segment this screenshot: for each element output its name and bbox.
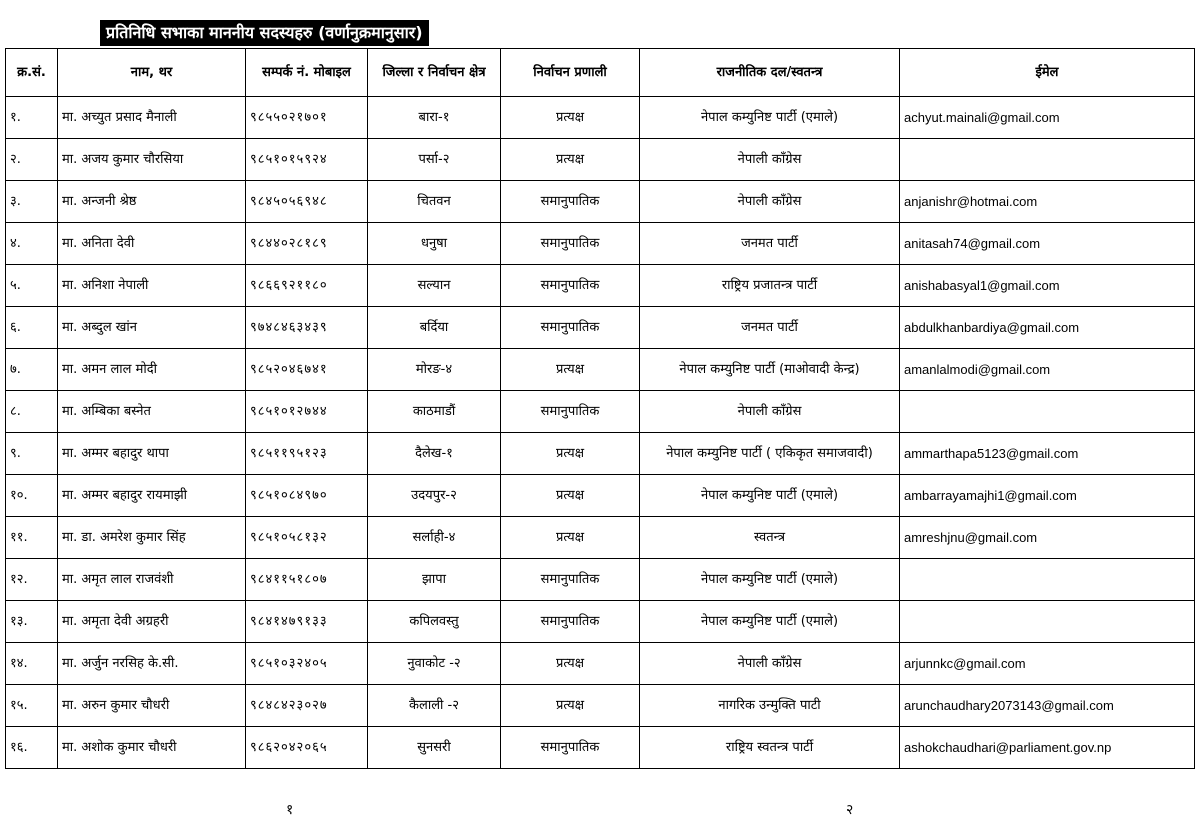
serial-number-cell: ४.	[6, 223, 58, 265]
member-name-cell: मा. अन्जनी श्रेष्ठ	[58, 181, 246, 223]
election-system-cell: समानुपातिक	[501, 265, 640, 307]
email-cell: ashokchaudhari@parliament.gov.np	[900, 727, 1195, 769]
party-cell: नेपाल कम्युनिष्ट पार्टी (एमाले)	[640, 97, 900, 139]
party-cell: नागरिक उन्मुक्ति पाटी	[640, 685, 900, 727]
party-cell: स्वतन्त्र	[640, 517, 900, 559]
member-name-cell: मा. अच्युत प्रसाद मैनाली	[58, 97, 246, 139]
table-row	[6, 685, 1195, 727]
election-system-cell: समानुपातिक	[501, 559, 640, 601]
election-system-cell: प्रत्यक्ष	[501, 517, 640, 559]
election-system-cell: समानुपातिक	[501, 307, 640, 349]
serial-number-cell: १.	[6, 97, 58, 139]
table-row	[6, 265, 1195, 307]
table-row	[6, 139, 1195, 181]
email-cell: anjanishr@hotmai.com	[900, 181, 1195, 223]
party-cell: राष्ट्रिय स्वतन्त्र पार्टी	[640, 727, 900, 769]
constituency-cell: नुवाकोट -२	[368, 643, 501, 685]
phone-cell: ९८६६९२११८०	[246, 265, 368, 307]
party-cell: नेपाली काँग्रेस	[640, 139, 900, 181]
member-name-cell: मा. अम्मर बहादुर रायमाझी	[58, 475, 246, 517]
member-name-cell: मा. अब्दुल खांन	[58, 307, 246, 349]
election-system-cell: प्रत्यक्ष	[501, 97, 640, 139]
email-cell	[900, 391, 1195, 433]
member-name-cell: मा. अम्बिका बस्नेत	[58, 391, 246, 433]
serial-number-cell: १५.	[6, 685, 58, 727]
party-cell: नेपाल कम्युनिष्ट पार्टी (एमाले)	[640, 475, 900, 517]
serial-number-cell: ८.	[6, 391, 58, 433]
phone-cell: ९८५१०१२७४४	[246, 391, 368, 433]
party-cell: जनमत पार्टी	[640, 307, 900, 349]
election-system-cell: समानुपातिक	[501, 391, 640, 433]
email-cell: arunchaudhary2073143@gmail.com	[900, 685, 1195, 727]
page-number-right: २	[846, 802, 854, 818]
email-cell: achyut.mainali@gmail.com	[900, 97, 1195, 139]
member-name-cell: मा. अर्जुन नरसिह के.सी.	[58, 643, 246, 685]
table-row	[6, 475, 1195, 517]
election-system-cell: समानुपातिक	[501, 223, 640, 265]
table-row	[6, 181, 1195, 223]
phone-cell: ९८५१०८४९७०	[246, 475, 368, 517]
serial-number-cell: १३.	[6, 601, 58, 643]
phone-cell: ९८५११९५१२३	[246, 433, 368, 475]
election-system-cell: प्रत्यक्ष	[501, 139, 640, 181]
phone-cell: ९८६२०४२०६५	[246, 727, 368, 769]
election-system-cell: प्रत्यक्ष	[501, 475, 640, 517]
election-system-cell: समानुपातिक	[501, 181, 640, 223]
page-number-left: १	[286, 802, 294, 818]
constituency-cell: सर्लाही-४	[368, 517, 501, 559]
serial-number-cell: ३.	[6, 181, 58, 223]
table-row	[6, 559, 1195, 601]
phone-cell: ९८४८४२३०२७	[246, 685, 368, 727]
election-system-cell: प्रत्यक्ष	[501, 643, 640, 685]
table-row	[6, 517, 1195, 559]
header-party: राजनीतिक दल/स्वतन्त्र	[640, 49, 900, 97]
table-row	[6, 391, 1195, 433]
phone-cell: ९८५१०३२४०५	[246, 643, 368, 685]
email-cell: amanlalmodi@gmail.com	[900, 349, 1195, 391]
email-cell	[900, 601, 1195, 643]
serial-number-cell: २.	[6, 139, 58, 181]
serial-number-cell: १०.	[6, 475, 58, 517]
serial-number-cell: ६.	[6, 307, 58, 349]
phone-cell: ९८५२०४६७४१	[246, 349, 368, 391]
election-system-cell: प्रत्यक्ष	[501, 433, 640, 475]
election-system-cell: समानुपातिक	[501, 601, 640, 643]
phone-cell: ९८५५०२१७०१	[246, 97, 368, 139]
table-row	[6, 433, 1195, 475]
constituency-cell: मोरङ-४	[368, 349, 501, 391]
constituency-cell: बारा-१	[368, 97, 501, 139]
party-cell: नेपाली काँग्रेस	[640, 391, 900, 433]
member-name-cell: मा. अजय कुमार चौरसिया	[58, 139, 246, 181]
phone-cell: ९८४५०५६९४८	[246, 181, 368, 223]
email-cell: anishabasyal1@gmail.com	[900, 265, 1195, 307]
member-name-cell: मा. अरुन कुमार चौधरी	[58, 685, 246, 727]
email-cell: amreshjnu@gmail.com	[900, 517, 1195, 559]
serial-number-cell: १४.	[6, 643, 58, 685]
serial-number-cell: ११.	[6, 517, 58, 559]
email-cell: ammarthapa5123@gmail.com	[900, 433, 1195, 475]
phone-cell: ९८५१०१५९२४	[246, 139, 368, 181]
election-system-cell: समानुपातिक	[501, 727, 640, 769]
party-cell: नेपाली काँग्रेस	[640, 181, 900, 223]
party-cell: जनमत पार्टी	[640, 223, 900, 265]
serial-number-cell: ७.	[6, 349, 58, 391]
table-header-row	[6, 49, 1195, 97]
table-row	[6, 307, 1195, 349]
constituency-cell: झापा	[368, 559, 501, 601]
header-phone: सम्पर्क नं. मोबाइल	[246, 49, 368, 97]
constituency-cell: बर्दिया	[368, 307, 501, 349]
party-cell: नेपाल कम्युनिष्ट पार्टी (माओवादी केन्द्र)	[640, 349, 900, 391]
constituency-cell: पर्सा-२	[368, 139, 501, 181]
phone-cell: ९८४११५१८०७	[246, 559, 368, 601]
constituency-cell: दैलेख-१	[368, 433, 501, 475]
election-system-cell: प्रत्यक्ष	[501, 685, 640, 727]
member-name-cell: मा. अम्मर बहादुर थापा	[58, 433, 246, 475]
email-cell: ambarrayamajhi1@gmail.com	[900, 475, 1195, 517]
phone-cell: ९८४४०२८१८९	[246, 223, 368, 265]
email-cell	[900, 559, 1195, 601]
header-serial-number: क्र.सं.	[6, 49, 58, 97]
members-table	[5, 48, 1195, 769]
constituency-cell: कपिलवस्तु	[368, 601, 501, 643]
header-name: नाम, थर	[58, 49, 246, 97]
member-name-cell: मा. अमन लाल मोदी	[58, 349, 246, 391]
constituency-cell: सल्यान	[368, 265, 501, 307]
email-cell: abdulkhanbardiya@gmail.com	[900, 307, 1195, 349]
constituency-cell: काठमाडौं	[368, 391, 501, 433]
party-cell: नेपाली काँग्रेस	[640, 643, 900, 685]
header-constituency: जिल्ला र निर्वाचन क्षेत्र	[368, 49, 501, 97]
document-title: प्रतिनिधि सभाका माननीय सदस्यहरु (वर्णानुक्रमानुसार)	[100, 20, 429, 46]
table-row	[6, 223, 1195, 265]
constituency-cell: धनुषा	[368, 223, 501, 265]
party-cell: नेपाल कम्युनिष्ट पार्टी ( एकिकृत समाजवादी)	[640, 433, 900, 475]
party-cell: नेपाल कम्युनिष्ट पार्टी (एमाले)	[640, 601, 900, 643]
party-cell: नेपाल कम्युनिष्ट पार्टी (एमाले)	[640, 559, 900, 601]
constituency-cell: चितवन	[368, 181, 501, 223]
member-name-cell: मा. अमृता देवी अग्रहरी	[58, 601, 246, 643]
table-row	[6, 643, 1195, 685]
election-system-cell: प्रत्यक्ष	[501, 349, 640, 391]
table-row	[6, 97, 1195, 139]
serial-number-cell: ५.	[6, 265, 58, 307]
email-cell	[900, 139, 1195, 181]
serial-number-cell: १२.	[6, 559, 58, 601]
phone-cell: ९८५१०५८१३२	[246, 517, 368, 559]
serial-number-cell: ९.	[6, 433, 58, 475]
table-row	[6, 727, 1195, 769]
phone-cell: ९८४१४७९१३३	[246, 601, 368, 643]
party-cell: राष्ट्रिय प्रजातन्त्र पार्टी	[640, 265, 900, 307]
header-election-system: निर्वाचन प्रणाली	[501, 49, 640, 97]
member-name-cell: मा. डा. अमरेश कुमार सिंह	[58, 517, 246, 559]
table-row	[6, 601, 1195, 643]
serial-number-cell: १६.	[6, 727, 58, 769]
member-name-cell: मा. अमृत लाल राजवंशी	[58, 559, 246, 601]
phone-cell: ९७४८४६३४३९	[246, 307, 368, 349]
email-cell: anitasah74@gmail.com	[900, 223, 1195, 265]
email-cell: arjunnkc@gmail.com	[900, 643, 1195, 685]
member-name-cell: मा. अनिशा नेपाली	[58, 265, 246, 307]
member-name-cell: मा. अशोक कुमार चौधरी	[58, 727, 246, 769]
constituency-cell: कैलाली -२	[368, 685, 501, 727]
constituency-cell: उदयपुर-२	[368, 475, 501, 517]
table-row	[6, 349, 1195, 391]
member-name-cell: मा. अनिता देवी	[58, 223, 246, 265]
header-email: ईमेल	[900, 49, 1195, 97]
constituency-cell: सुनसरी	[368, 727, 501, 769]
